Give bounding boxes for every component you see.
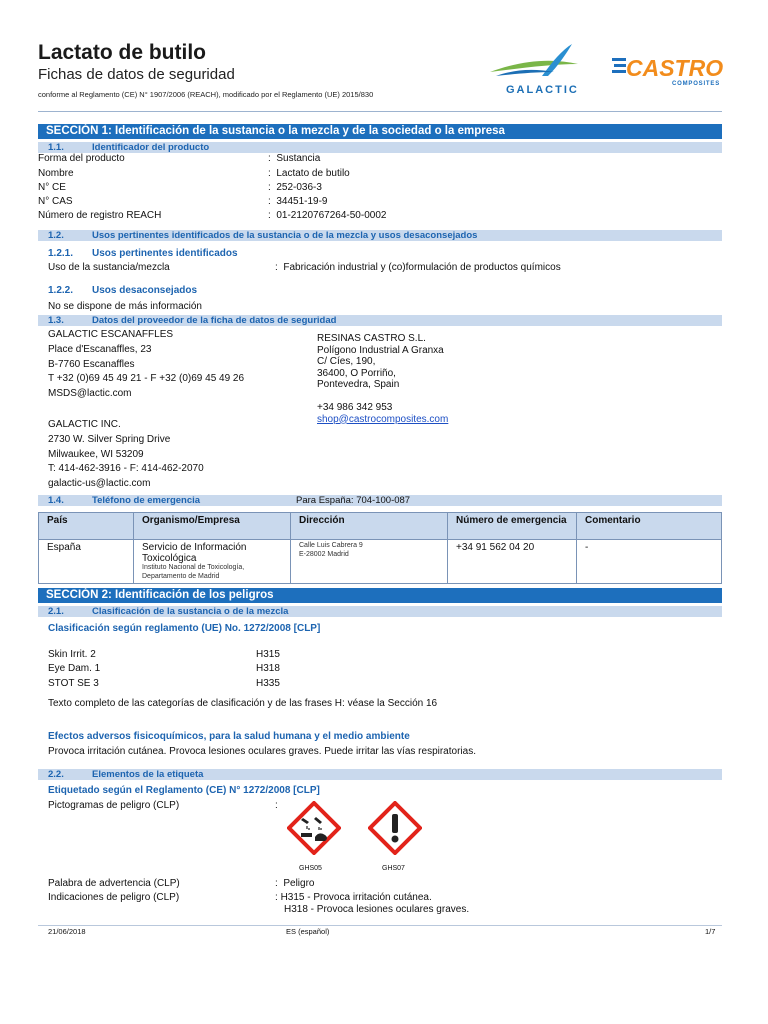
- cell-phone: +34 91 562 04 20: [448, 540, 577, 584]
- id-label-form: Forma del producto: [38, 153, 125, 164]
- table-row: [39, 540, 722, 584]
- col-phone: Número de emergencia: [448, 513, 577, 540]
- subsection-1-2-1-title: Usos pertinentes identificados: [92, 248, 238, 259]
- castro-email-link[interactable]: shop@castrocomposites.com: [317, 413, 449, 425]
- subsection-1-2-2-title: Usos desaconsejados: [92, 285, 198, 296]
- subsection-1-3-header: 1.3. Datos del proveedor de la ficha de datos de seguridad: [38, 315, 722, 326]
- supplier-galactic-escanaffles: GALACTIC ESCANAFFLES Place d'Escanaffles, 23 B-7760 Escanaffles T +32 (0)69 45 49 21 - F +32 (0)69 45 49 26 MSDS@lactic.com: [48, 329, 245, 400]
- no-info-text: No se dispone de más información: [48, 301, 202, 312]
- subsection-1-2-header: 1.2. Usos pertinentes identificados de la sustancia o de la mezcla y usos desaconsejados: [38, 230, 722, 241]
- id-label-name: Nombre: [38, 168, 74, 179]
- signal-word-value: : Peligro: [275, 878, 315, 889]
- subsection-1-2-2-number: 1.2.2.: [48, 285, 74, 296]
- class-h-eye: H318: [256, 663, 280, 674]
- document-title: Lactato de butilo: [38, 41, 206, 64]
- id-label-reach: Número de registro REACH: [38, 210, 162, 221]
- id-value-cas: : 34451-19-9: [268, 196, 328, 207]
- pictograms-colon: :: [275, 800, 278, 811]
- effects-text: Provoca irritación cutánea. Provoca lesiones oculares graves. Puede irritar las vías respiratorias.: [48, 746, 476, 757]
- col-comment: Comentario: [577, 513, 722, 540]
- labelling-heading: Etiquetado según el Reglamento (CE) N° 1272/2008 [CLP]: [48, 785, 320, 796]
- clp-classification-heading: Clasificación según reglamento (UE) No. 1272/2008 [CLP]: [48, 623, 321, 634]
- cell-country: España: [39, 540, 134, 584]
- subsection-2-2-header: 2.2. Elementos de la etiqueta: [38, 769, 722, 780]
- hazard-statements-label: Indicaciones de peligro (CLP): [48, 892, 180, 903]
- cell-org: Servicio de Información Toxicológica Instituto Nacional de Toxicología, Departamento de Madrid: [134, 540, 291, 584]
- id-value-reach: : 01-2120767264-50-0002: [268, 210, 387, 221]
- id-value-name: : Lactato de butilo: [268, 168, 350, 179]
- supplier-resinas-castro: RESINAS CASTRO S.L. Polígono Industrial A Granxa C/ Cíes, 190, 36400, O Porriño, Pontevedra, Spain +34 986 342 953 shop@castrocomposites.com: [317, 333, 449, 425]
- header-divider: [38, 111, 722, 112]
- castro-logo: [612, 52, 730, 92]
- section-1-header: SECCIÓN 1: Identificación de la sustancia o la mezcla y de la sociedad o la empresa: [38, 124, 722, 139]
- class-h-skin: H315: [256, 649, 280, 660]
- document-subtitle: Fichas de datos de seguridad: [38, 66, 235, 83]
- footer-date: 21/06/2018: [48, 927, 86, 936]
- id-value-ce: : 252-036-3: [268, 182, 322, 193]
- class-h-stot: H335: [256, 678, 280, 689]
- ghs07-exclamation-icon: [368, 801, 422, 855]
- castro-logo-subtext: COMPOSITES: [672, 81, 721, 87]
- ghs05-label: GHS05: [299, 865, 322, 872]
- subsection-1-2-1-number: 1.2.1.: [48, 248, 74, 259]
- hazard-statement-h315: : H315 - Provoca irritación cutánea.: [275, 892, 432, 903]
- use-label: Uso de la sustancia/mezcla: [48, 262, 170, 273]
- footer-page-number: 1/7: [705, 927, 716, 936]
- footer-language: ES (español): [286, 927, 330, 936]
- subsection-1-4-header: 1.4. Teléfono de emergencia Para España: 704-100-087: [38, 495, 722, 506]
- pictograms-label: Pictogramas de peligro (CLP): [48, 800, 180, 811]
- regulation-note: conforme al Reglamento (CE) N° 1907/2006 (REACH), modificado por el Reglamento (UE) 2015/830: [38, 90, 374, 99]
- full-text-note: Texto completo de las categorías de clasificación y de las frases H: véase la Sección 16: [48, 698, 438, 709]
- subsection-1-1-header: 1.1. Identificador del producto: [38, 142, 722, 153]
- use-value: : Fabricación industrial y (co)formulación de productos químicos: [275, 262, 561, 273]
- subsection-2-1-header: 2.1. Clasificación de la sustancia o de la mezcla: [38, 606, 722, 617]
- cell-comment: -: [577, 540, 722, 584]
- col-country: País: [39, 513, 134, 540]
- hazard-statement-h318: H318 - Provoca lesiones oculares graves.: [284, 904, 470, 915]
- class-cat-eye: Eye Dam. 1: [48, 663, 101, 674]
- ghs05-corrosion-icon: [287, 801, 341, 855]
- castro-logo-text: CASTRO: [626, 55, 724, 81]
- id-value-form: : Sustancia: [268, 153, 321, 164]
- id-label-ce: N° CE: [38, 182, 66, 193]
- col-org: Organismo/Empresa: [134, 513, 291, 540]
- galactic-logo-text: GALACTIC: [506, 84, 579, 96]
- ghs07-label: GHS07: [382, 865, 405, 872]
- signal-word-label: Palabra de advertencia (CLP): [48, 878, 180, 889]
- section-2-header: SECCIÓN 2: Identificación de los peligros: [38, 588, 722, 603]
- class-cat-skin: Skin Irrit. 2: [48, 649, 96, 660]
- galactic-logo: [482, 42, 604, 98]
- class-cat-stot: STOT SE 3: [48, 678, 99, 689]
- id-label-cas: N° CAS: [38, 196, 73, 207]
- effects-heading: Efectos adversos fisicoquímicos, para la salud humana y el medio ambiente: [48, 731, 410, 742]
- spain-emergency-number: Para España: 704-100-087: [296, 495, 411, 506]
- emergency-table: [38, 512, 722, 584]
- supplier-galactic-inc: GALACTIC INC. 2730 W. Silver Spring Drive Milwaukee, WI 53209 T: 414-462-3916 - F: 414-462-2070 galactic-us@lactic.com: [48, 419, 204, 490]
- cell-address: Calle Luis Cabrera 9 E-28002 Madrid: [291, 540, 448, 584]
- col-address: Dirección: [291, 513, 448, 540]
- footer-divider: [38, 925, 722, 926]
